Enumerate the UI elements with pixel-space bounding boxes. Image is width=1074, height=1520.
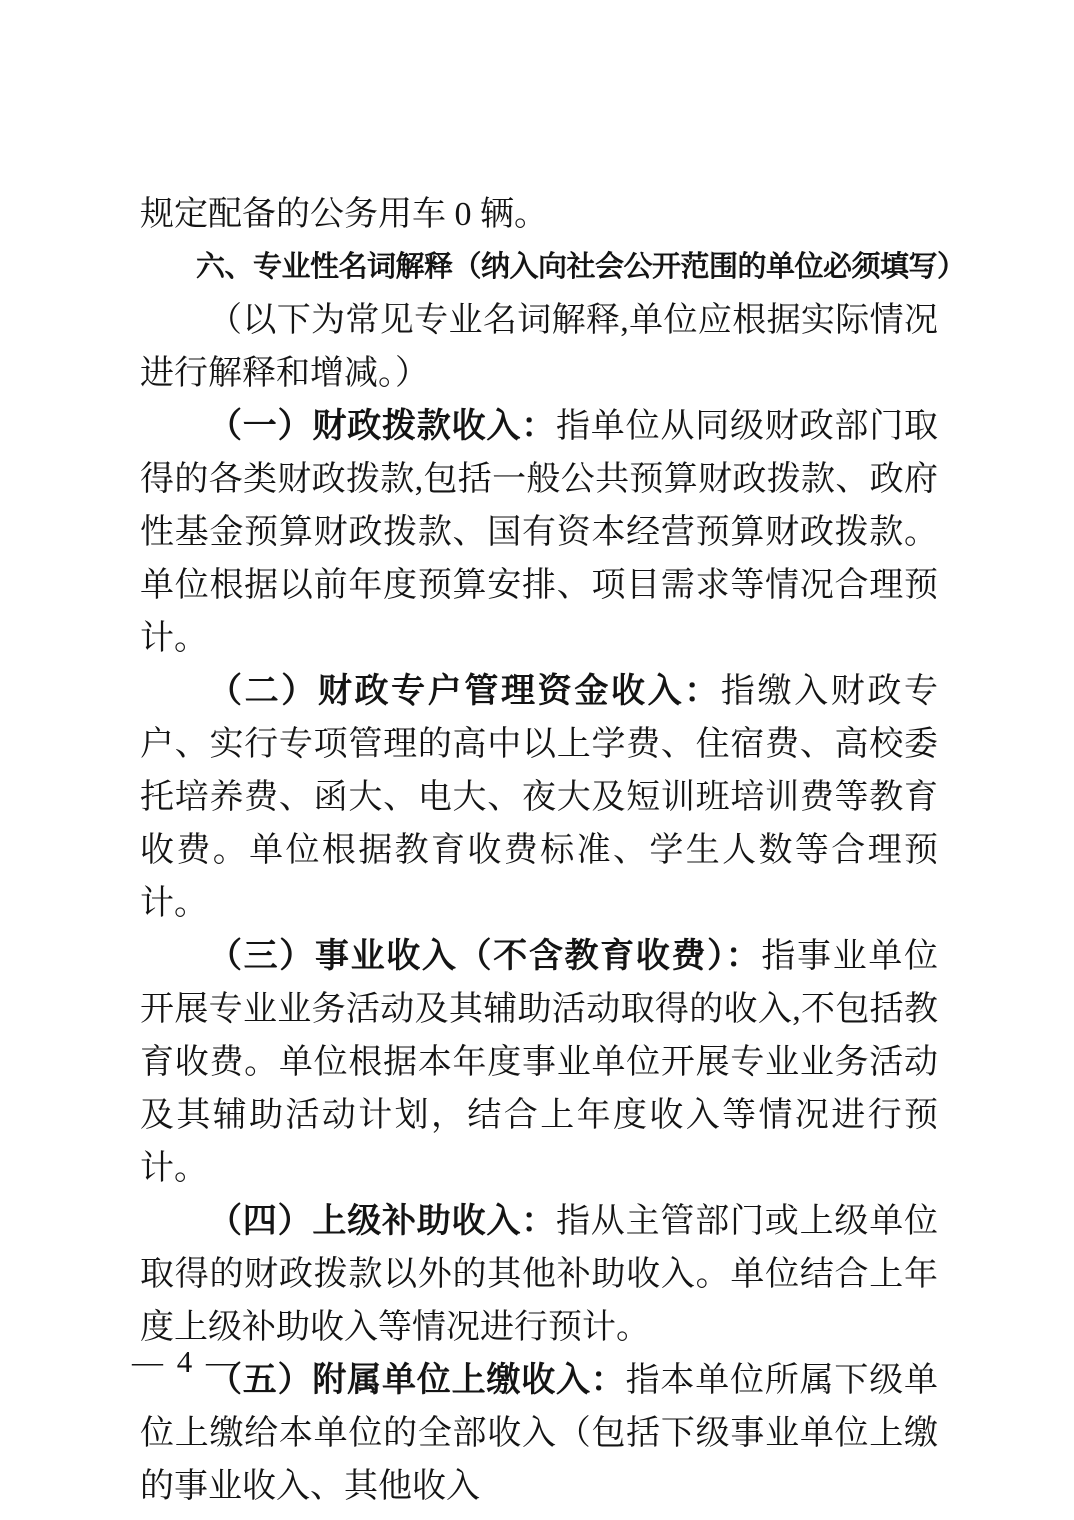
document-body [140, 188, 966, 1513]
definition-text-4: 指从主管部门或上级单位取得的财政拨款以外的其他补助收入。单位结合上年度上级补助收入等情况进行预计。 [140, 1203, 938, 1346]
definition-text-5: 指本单位所属下级单位上缴给本单位的全部收入（包括下级事业单位上缴的事业收入、其他收入 [140, 1362, 939, 1505]
definition-item-2 [140, 665, 938, 930]
definition-term-5: （五）附属单位上缴收入： [208, 1362, 626, 1399]
definition-term-3: （三）事业收入（不含教育收费）： [208, 938, 762, 975]
definition-text-1: 指单位从同级财政部门取得的各类财政拨款,包括一般公共预算财政拨款、政府性基金预算财政拨款、国有资本经营预算财政拨款。单位根据以前年度预算安排、项目需求等情况合理预计。 [140, 408, 938, 657]
definition-text-3: 指事业单位开展专业业务活动及其辅助活动取得的收入,不包括教育收费。单位根据本年度事业单位开展专业业务活动及其辅助活动计划，结合上年度收入等情况进行预计。 [140, 938, 939, 1187]
definition-item-4 [140, 1195, 938, 1354]
definition-term-4: （四）上级补助收入： [208, 1203, 556, 1240]
continuation-paragraph: 规定配备的公务用车 0 辆。 [140, 196, 548, 233]
section-heading: 六、专业性名词解释（纳入向社会公开范围的单位必须填写） [196, 251, 966, 283]
definition-text-2: 指缴入财政专户、实行专项管理的高中以上学费、住宿费、高校委托培养费、函大、电大、夜大及短训班培训费等教育收费。单位根据教育收费标准、学生人数等合理预计。 [140, 673, 939, 922]
page-number: — 4 — [132, 1344, 240, 1379]
definition-item-1 [140, 400, 938, 665]
definition-term-2: （二）财政专户管理资金收入： [208, 673, 721, 710]
definition-item-5 [140, 1354, 938, 1513]
definition-item-3 [140, 930, 938, 1195]
note-paragraph: （以下为常见专业名词解释,单位应根据实际情况进行解释和增减。） [140, 302, 938, 392]
definition-term-1: （一）财政拨款收入： [208, 408, 556, 445]
